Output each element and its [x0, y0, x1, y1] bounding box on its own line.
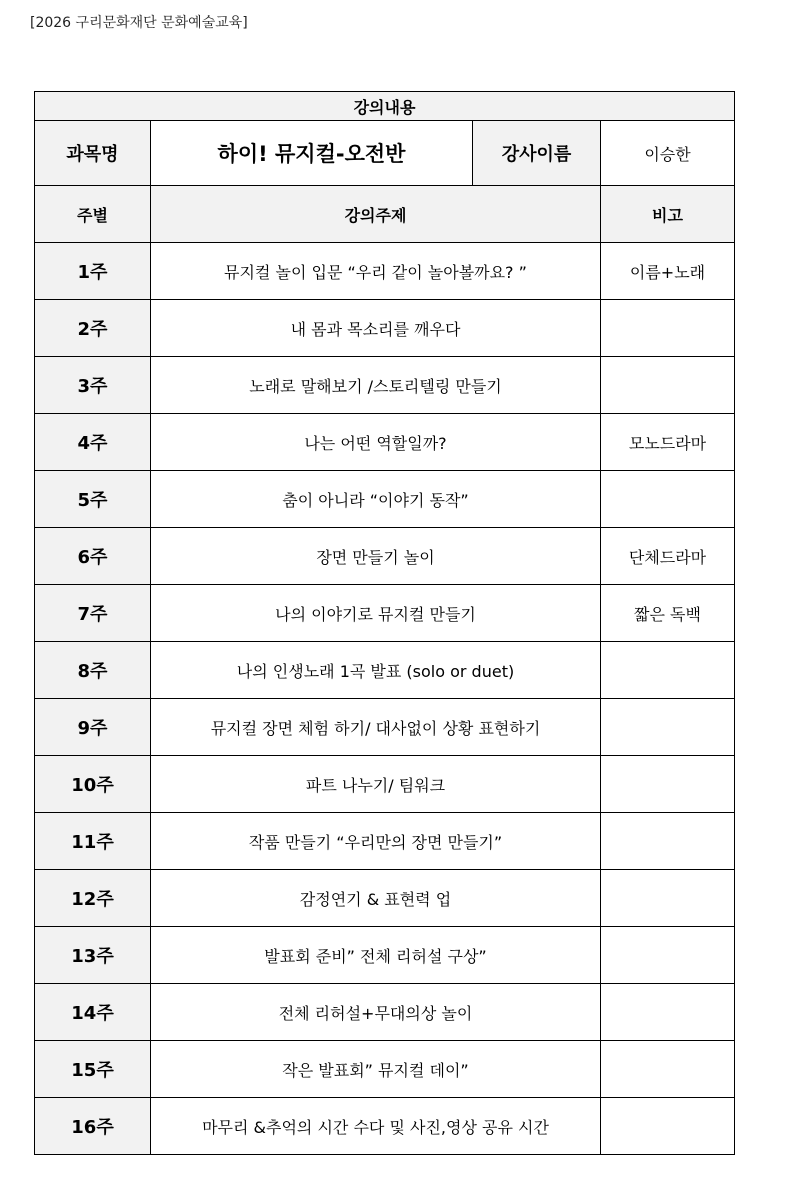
table-row [35, 528, 735, 585]
week-label: 16주 [35, 1098, 151, 1155]
week-topic: 작은 발표회” 뮤지컬 데이” [151, 1041, 601, 1098]
week-label: 15주 [35, 1041, 151, 1098]
teacher-label: 강사이름 [473, 121, 601, 186]
subject-row [35, 121, 735, 186]
column-header-note: 비고 [601, 186, 735, 243]
week-note: 이름+노래 [601, 243, 735, 300]
table-row [35, 585, 735, 642]
week-note [601, 1098, 735, 1155]
subject-label: 과목명 [35, 121, 151, 186]
week-topic: 장면 만들기 놀이 [151, 528, 601, 585]
table-title-row [35, 92, 735, 121]
week-topic: 노래로 말해보기 /스토리텔링 만들기 [151, 357, 601, 414]
week-topic: 감정연기 & 표현력 업 [151, 870, 601, 927]
week-note [601, 1041, 735, 1098]
table-title: 강의내용 [35, 92, 735, 121]
table-row [35, 756, 735, 813]
week-topic: 발표회 준비” 전체 리허설 구상” [151, 927, 601, 984]
week-note [601, 642, 735, 699]
week-label: 3주 [35, 357, 151, 414]
week-label: 6주 [35, 528, 151, 585]
week-note [601, 300, 735, 357]
week-note: 단체드라마 [601, 528, 735, 585]
week-topic: 작품 만들기 “우리만의 장면 만들기” [151, 813, 601, 870]
week-label: 7주 [35, 585, 151, 642]
week-label: 14주 [35, 984, 151, 1041]
week-topic: 뮤지컬 장면 체험 하기/ 대사없이 상황 표현하기 [151, 699, 601, 756]
week-note [601, 699, 735, 756]
table-row [35, 1041, 735, 1098]
week-topic: 나는 어떤 역할일까? [151, 414, 601, 471]
column-header-topic: 강의주제 [151, 186, 601, 243]
table-row [35, 1098, 735, 1155]
week-label: 5주 [35, 471, 151, 528]
table-row [35, 642, 735, 699]
lecture-table-body [35, 92, 735, 1155]
week-topic: 내 몸과 목소리를 깨우다 [151, 300, 601, 357]
table-row [35, 357, 735, 414]
week-topic: 나의 이야기로 뮤지컬 만들기 [151, 585, 601, 642]
week-note [601, 471, 735, 528]
week-topic: 나의 인생노래 1곡 발표 (solo or duet) [151, 642, 601, 699]
table-row [35, 300, 735, 357]
week-label: 13주 [35, 927, 151, 984]
table-row [35, 984, 735, 1041]
week-topic: 뮤지컬 놀이 입문 “우리 같이 놀아볼까요? ” [151, 243, 601, 300]
week-note [601, 870, 735, 927]
table-row [35, 870, 735, 927]
week-label: 9주 [35, 699, 151, 756]
table-row [35, 471, 735, 528]
week-note [601, 813, 735, 870]
table-row [35, 699, 735, 756]
lecture-table [34, 91, 735, 1155]
week-label: 2주 [35, 300, 151, 357]
week-topic: 전체 리허설+무대의상 놀이 [151, 984, 601, 1041]
header-note: [2026 구리문화재단 문화예술교육] [30, 15, 248, 31]
week-label: 4주 [35, 414, 151, 471]
column-header-row [35, 186, 735, 243]
column-header-week: 주별 [35, 186, 151, 243]
week-label: 11주 [35, 813, 151, 870]
week-label: 12주 [35, 870, 151, 927]
week-topic: 마무리 &추억의 시간 수다 및 사진,영상 공유 시간 [151, 1098, 601, 1155]
week-label: 10주 [35, 756, 151, 813]
week-note [601, 984, 735, 1041]
table-row [35, 927, 735, 984]
week-note [601, 357, 735, 414]
table-row [35, 243, 735, 300]
week-note: 짧은 독백 [601, 585, 735, 642]
week-topic: 춤이 아니라 “이야기 동작” [151, 471, 601, 528]
table-row [35, 813, 735, 870]
teacher-name: 이승한 [601, 121, 735, 186]
week-label: 8주 [35, 642, 151, 699]
week-topic: 파트 나누기/ 팀워크 [151, 756, 601, 813]
week-note [601, 927, 735, 984]
subject-name: 하이! 뮤지컬-오전반 [151, 121, 473, 186]
week-label: 1주 [35, 243, 151, 300]
table-row [35, 414, 735, 471]
week-note [601, 756, 735, 813]
week-note: 모노드라마 [601, 414, 735, 471]
